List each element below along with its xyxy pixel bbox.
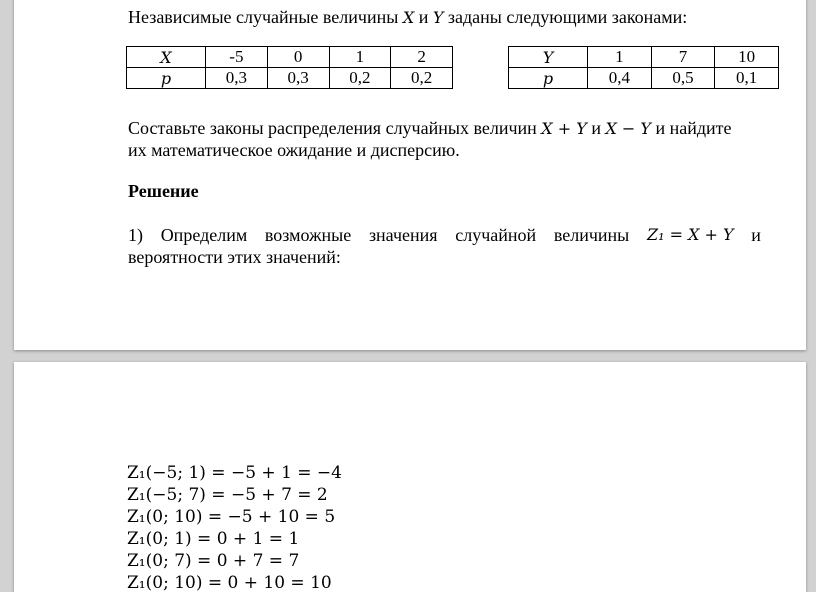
distribution-table-x bbox=[126, 46, 453, 89]
table-cell: 0,3 bbox=[267, 68, 329, 89]
step1-line-2: вероятности этих значений: bbox=[128, 247, 341, 267]
table-cell: 0,2 bbox=[391, 68, 453, 89]
table-cell: 0,2 bbox=[329, 68, 391, 89]
table-cell: 1 bbox=[329, 47, 391, 68]
var-x: X bbox=[402, 8, 415, 27]
formula-line: Z₁(0; 7) = 0 + 7 = 7 bbox=[127, 551, 300, 571]
task-line-1: Составьте законы распределения случайных величин X + Y и X − Y и найдите bbox=[128, 118, 732, 138]
expr-diff: X − Y bbox=[605, 119, 651, 138]
table-cell: X bbox=[127, 47, 206, 68]
intro-sentence: Независимые случайные величины X и Y заданы следующими законами: bbox=[128, 7, 688, 27]
formula-line: Z₁(0; 10) = −5 + 10 = 5 bbox=[127, 507, 336, 527]
formula-z1: Z₁ = X + Y bbox=[646, 225, 734, 244]
table-cell: 7 bbox=[651, 47, 715, 68]
table-cell: -5 bbox=[206, 47, 268, 68]
table-cell: 0,1 bbox=[715, 68, 779, 89]
formula-line: Z₁(0; 10) = 0 + 10 = 10 bbox=[127, 573, 332, 592]
table-x-values-row bbox=[127, 47, 453, 68]
table-cell: 0,3 bbox=[206, 68, 268, 89]
table-cell: 0,5 bbox=[651, 68, 715, 89]
table-cell: p bbox=[127, 68, 206, 89]
distribution-table-y bbox=[508, 46, 779, 89]
table-cell: 2 bbox=[391, 47, 453, 68]
formula-line: Z₁(−5; 7) = −5 + 7 = 2 bbox=[127, 485, 328, 505]
table-cell: Y bbox=[509, 47, 588, 68]
document-page-1 bbox=[14, 0, 806, 350]
formula-line: Z₁(0; 1) = 0 + 1 = 1 bbox=[127, 529, 300, 549]
task-line-2: их математическое ожидание и дисперсию. bbox=[128, 140, 460, 160]
solution-heading: Решение bbox=[128, 181, 199, 201]
document-page-2 bbox=[14, 362, 806, 592]
table-cell: p bbox=[509, 68, 588, 89]
table-x-prob-row bbox=[127, 68, 453, 89]
table-cell: 10 bbox=[715, 47, 779, 68]
step1-line-1: 1) Определим возможные значения случайной величины Z₁ = X + Y и bbox=[128, 225, 761, 245]
expr-sum: X + Y bbox=[541, 119, 587, 138]
table-cell: 1 bbox=[588, 47, 652, 68]
formula-line: Z₁(−5; 1) = −5 + 1 = −4 bbox=[127, 463, 342, 483]
var-y: Y bbox=[432, 8, 444, 27]
table-y-values-row bbox=[509, 47, 779, 68]
table-cell: 0 bbox=[267, 47, 329, 68]
table-cell: 0,4 bbox=[588, 68, 652, 89]
table-y-prob-row bbox=[509, 68, 779, 89]
